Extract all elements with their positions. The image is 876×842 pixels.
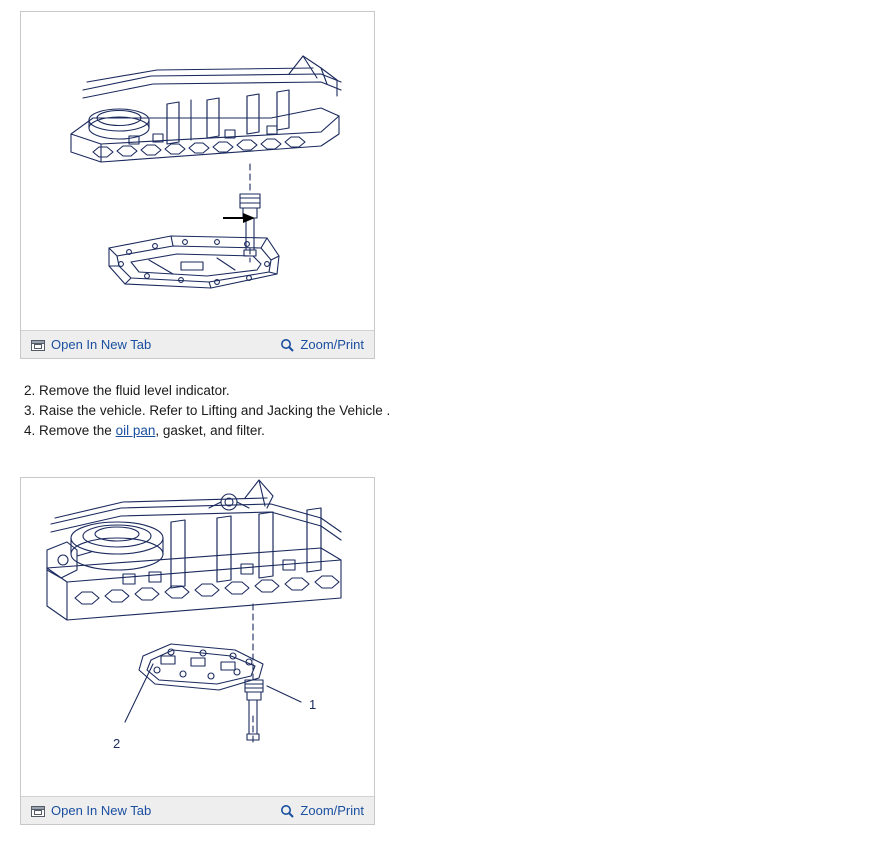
step-item — [24, 381, 624, 401]
zoom-print-label: Zoom/Print — [300, 337, 364, 352]
transmission-case-filter-diagram — [21, 478, 374, 796]
zoom-print-button-1[interactable] — [280, 337, 364, 352]
open-in-new-tab-icon — [31, 804, 45, 818]
figure-1 — [20, 11, 375, 359]
step-text: , gasket, and filter. — [155, 423, 265, 438]
transmission-valve-body-diagram — [21, 12, 374, 330]
pointer-arrow — [223, 213, 255, 223]
figure-1-image — [21, 12, 374, 330]
step-number: 3. — [24, 403, 36, 418]
step-number: 4. — [24, 423, 36, 438]
callout-1: 1 — [309, 697, 317, 712]
zoom-print-button-2[interactable] — [280, 803, 364, 818]
open-in-new-tab-icon — [31, 338, 45, 352]
magnifier-icon — [280, 338, 294, 352]
open-in-new-tab-button-1[interactable] — [31, 337, 151, 352]
figure-1-toolbar — [21, 330, 374, 358]
figure-2-toolbar — [21, 796, 374, 824]
step-text: Remove the — [39, 423, 116, 438]
figure-2 — [20, 477, 375, 825]
figure-2-image — [21, 478, 374, 796]
step-text: Raise the vehicle. Refer to Lifting and Jacking the Vehicle . — [39, 403, 391, 418]
oil-pan-link[interactable]: oil pan — [115, 423, 156, 438]
open-in-new-tab-label: Open In New Tab — [51, 337, 152, 352]
step-number: 2. — [24, 383, 36, 398]
procedure-steps — [24, 381, 624, 441]
magnifier-icon — [280, 804, 294, 818]
step-item — [24, 421, 624, 441]
step-text: Remove the fluid level indicator. — [39, 383, 230, 398]
open-in-new-tab-button-2[interactable] — [31, 803, 151, 818]
callout-2: 2 — [113, 736, 121, 751]
step-item — [24, 401, 624, 421]
zoom-print-label: Zoom/Print — [300, 803, 364, 818]
open-in-new-tab-label: Open In New Tab — [51, 803, 152, 818]
